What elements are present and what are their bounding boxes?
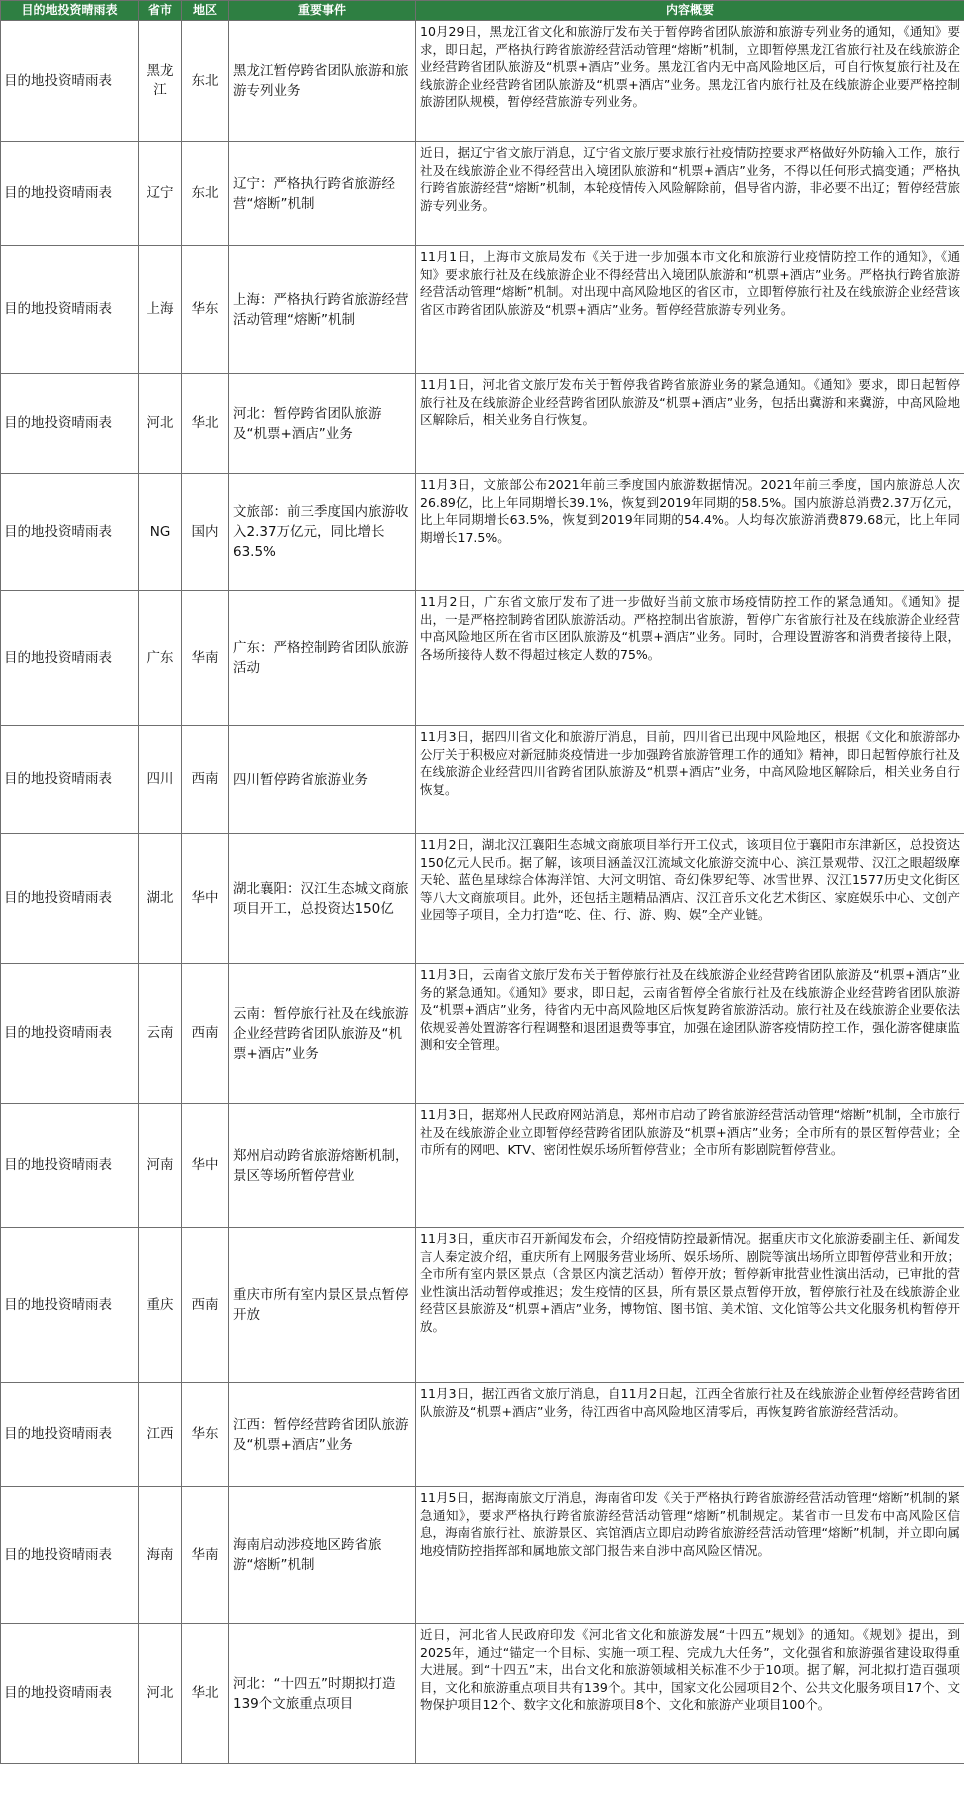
row-summary: 11月2日，湖北汉江襄阳生态城文商旅项目举行开工仪式，该项目位于襄阳市东津新区，总投资达150亿元人民币。据了解，该项目涵盖汉江流域文化旅游交流中心、滨江景观带、汉江之眼超级摩天轮、蓝色星球综合体海洋馆、大河文明馆、奇幻侏罗纪等、冰雪世界、汉江1577历史文化街区等八大文商旅项目。此外，还包括主题精品酒店、汉江音乐文化艺术街区、家庭娱乐中心、文创产业园等子项目，全力打造“吃、住、行、游、购、娱”全产业链。 — [416, 834, 964, 964]
table-row — [1, 1624, 964, 1764]
table-row — [1, 591, 964, 726]
row-province: 河南 — [139, 1104, 182, 1228]
row-region: 西南 — [182, 726, 229, 834]
row-category: 目的地投资晴雨表 — [1, 374, 139, 474]
table-row — [1, 1487, 964, 1624]
row-summary: 11月3日，据四川省文化和旅游厅消息，目前，四川省已出现中风险地区，根据《文化和旅游部办公厅关于积极应对新冠肺炎疫情进一步加强跨省旅游管理工作的通知》精神，即日起暂停旅行社及在线旅游企业经营四川省跨省团队旅游及“机票+酒店”业务，中高风险地区解除后，相关业务自行恢复。 — [416, 726, 964, 834]
table-row — [1, 834, 964, 964]
table-row — [1, 21, 964, 142]
row-region: 华北 — [182, 374, 229, 474]
row-event: 河北：“十四五”时期拟打造139个文旅重点项目 — [229, 1624, 416, 1764]
table-header-row — [1, 1, 964, 21]
row-province: 黑龙江 — [139, 21, 182, 142]
table-row — [1, 142, 964, 246]
row-category: 目的地投资晴雨表 — [1, 1383, 139, 1487]
row-category: 目的地投资晴雨表 — [1, 474, 139, 591]
header-province: 省市 — [139, 1, 182, 21]
row-province: 云南 — [139, 964, 182, 1104]
row-category: 目的地投资晴雨表 — [1, 964, 139, 1104]
row-event: 重庆市所有室内景区景点暂停开放 — [229, 1228, 416, 1383]
row-summary: 11月5日，据海南旅文厅消息，海南省印发《关于严格执行跨省旅游经营活动管理“熔断”机制的紧急通知》，要求严格执行跨省旅游经营活动管理“熔断”机制规定。某省市一旦发布中高风险区信息，海南省旅行社、旅游景区、宾馆酒店立即启动跨省旅游经营活动管理“熔断”机制，并立即向属地疫情防控指挥部和属地旅文部门报告来自涉中高风险区情况。 — [416, 1487, 964, 1624]
row-region: 西南 — [182, 1228, 229, 1383]
row-summary: 10月29日，黑龙江省文化和旅游厅发布关于暂停跨省团队旅游和旅游专列业务的通知，《通知》要求，即日起，严格执行跨省旅游经营活动管理“熔断”机制，立即暂停黑龙江省旅行社及在线旅游企业经营跨省团队旅游及“机票+酒店”业务。黑龙江省内无中高风险地区后，可自行恢复旅行社及在线旅游企业经营跨省团队旅游及“机票+酒店”业务。黑龙江省内旅行社及在线旅游企业要严格控制旅游团队规模，暂停经营旅游专列业务。 — [416, 21, 964, 142]
row-event: 四川暂停跨省旅游业务 — [229, 726, 416, 834]
row-category: 目的地投资晴雨表 — [1, 21, 139, 142]
row-category: 目的地投资晴雨表 — [1, 1228, 139, 1383]
row-event: 江西：暂停经营跨省团队旅游及“机票+酒店”业务 — [229, 1383, 416, 1487]
row-event: 河北：暂停跨省团队旅游及“机票+酒店”业务 — [229, 374, 416, 474]
row-region: 华北 — [182, 1624, 229, 1764]
row-region: 华东 — [182, 1383, 229, 1487]
row-event: 海南启动涉疫地区跨省旅游“熔断”机制 — [229, 1487, 416, 1624]
row-category: 目的地投资晴雨表 — [1, 1104, 139, 1228]
table-row — [1, 726, 964, 834]
header-region: 地区 — [182, 1, 229, 21]
row-event: 上海：严格执行跨省旅游经营活动管理“熔断”机制 — [229, 246, 416, 374]
table-row — [1, 1228, 964, 1383]
row-category: 目的地投资晴雨表 — [1, 726, 139, 834]
row-region: 西南 — [182, 964, 229, 1104]
row-region: 华中 — [182, 834, 229, 964]
row-summary: 11月3日，云南省文旅厅发布关于暂停旅行社及在线旅游企业经营跨省团队旅游及“机票+酒店”业务的紧急通知。《通知》要求，即日起，云南省暂停全省旅行社及在线旅游企业经营跨省团队旅游及“机票+酒店”业务，待省内无中高风险地区后恢复跨省旅游活动。旅行社及在线旅游企业要依法依规妥善处置游客行程调整和退团退费等事宜，加强在途团队游客疫情防控工作，强化游客健康监测和安全管理。 — [416, 964, 964, 1104]
header-event: 重要事件 — [229, 1, 416, 21]
row-province: 重庆 — [139, 1228, 182, 1383]
row-region: 国内 — [182, 474, 229, 591]
row-event: 湖北襄阳：汉江生态城文商旅项目开工，总投资达150亿 — [229, 834, 416, 964]
row-province: 辽宁 — [139, 142, 182, 246]
row-event: 文旅部：前三季度国内旅游收入2.37万亿元，同比增长63.5% — [229, 474, 416, 591]
row-category: 目的地投资晴雨表 — [1, 142, 139, 246]
row-region: 华南 — [182, 591, 229, 726]
table-row — [1, 1104, 964, 1228]
row-region: 东北 — [182, 21, 229, 142]
row-category: 目的地投资晴雨表 — [1, 1487, 139, 1624]
header-category: 目的地投资晴雨表 — [1, 1, 139, 21]
row-category: 目的地投资晴雨表 — [1, 246, 139, 374]
row-summary: 11月3日，文旅部公布2021年前三季度国内旅游数据情况。2021年前三季度，国内旅游总人次26.89亿，比上年同期增长39.1%，恢复到2019年同期的58.5%。国内旅游总消费2.37万亿元，比上年同期增长63.5%，恢复到2019年同期的54.4%。人均每次旅游消费879.68元，比上年同期增长17.5%。 — [416, 474, 964, 591]
table-row — [1, 964, 964, 1104]
row-province: 广东 — [139, 591, 182, 726]
row-region: 华东 — [182, 246, 229, 374]
row-event: 广东：严格控制跨省团队旅游活动 — [229, 591, 416, 726]
row-summary: 11月2日，广东省文旅厅发布了进一步做好当前文旅市场疫情防控工作的紧急通知。《通知》提出，一是严格控制跨省团队旅游活动。严格控制出省旅游，暂停广东省旅行社及在线旅游企业经营中高风险地区所在省市区团队旅游及“机票+酒店”业务。同时，合理设置游客和消费者接待上限，各场所接待人数不得超过核定人数的75%。 — [416, 591, 964, 726]
table-row — [1, 374, 964, 474]
row-summary: 11月1日，河北省文旅厅发布关于暂停我省跨省旅游业务的紧急通知。《通知》要求，即日起暂停旅行社及在线旅游企业经营跨省团队旅游及“机票+酒店”业务，包括出冀游和来冀游，中高风险地区解除后，相关业务自行恢复。 — [416, 374, 964, 474]
row-event: 郑州启动跨省旅游熔断机制，景区等场所暂停营业 — [229, 1104, 416, 1228]
row-province: 江西 — [139, 1383, 182, 1487]
row-summary: 11月1日，上海市文旅局发布《关于进一步加强本市文化和旅游行业疫情防控工作的通知》，《通知》要求旅行社及在线旅游企业不得经营出入境团队旅游和“机票+酒店”业务。严格执行跨省旅游经营活动管理“熔断”机制。对出现中高风险地区的省区市，立即暂停旅行社及在线旅游企业经营该省区市跨省团队旅游及“机票+酒店”业务。暂停经营旅游专列业务。 — [416, 246, 964, 374]
row-summary: 11月3日，重庆市召开新闻发布会，介绍疫情防控最新情况。据重庆市文化旅游委副主任、新闻发言人秦定波介绍，重庆所有上网服务营业场所、娱乐场所、剧院等演出场所立即暂停营业和开放；全市所有室内景区景点（含景区内演艺活动）暂停开放；暂停新审批营业性演出活动，已审批的营业性演出活动暂停或推迟；发生疫情的区县，所有景区景点暂停开放，暂停旅行社及在线旅游企业经营区县旅游及“机票+酒店”业务，博物馆、图书馆、美术馆、文化馆等公共文化服务机构暂停开放。 — [416, 1228, 964, 1383]
row-summary: 近日，河北省人民政府印发《河北省文化和旅游发展“十四五”规划》的通知。《规划》提出，到2025年，通过“锚定一个目标、实施一项工程、完成九大任务”，文化强省和旅游强省建设取得重大进展。到“十四五”末，出台文化和旅游领域相关标准不少于10项。据了解，河北拟打造百强项目，文化和旅游重点项目共有139个。其中，国家文化公园项目2个、公共文化服务项目17个、文物保护项目12个、数字文化和旅游项目8个、文化和旅游产业项目100个。 — [416, 1624, 964, 1764]
table-row — [1, 246, 964, 374]
row-region: 华南 — [182, 1487, 229, 1624]
row-event: 辽宁：严格执行跨省旅游经营“熔断”机制 — [229, 142, 416, 246]
row-summary: 11月3日，据江西省文旅厅消息，自11月2日起，江西全省旅行社及在线旅游企业暂停经营跨省团队旅游及“机票+酒店”业务，待江西省中高风险地区清零后，再恢复跨省旅游经营活动。 — [416, 1383, 964, 1487]
row-province: 河北 — [139, 1624, 182, 1764]
row-province: 四川 — [139, 726, 182, 834]
row-category: 目的地投资晴雨表 — [1, 834, 139, 964]
row-province: 湖北 — [139, 834, 182, 964]
table-row — [1, 1383, 964, 1487]
row-region: 华中 — [182, 1104, 229, 1228]
row-summary: 近日，据辽宁省文旅厅消息，辽宁省文旅厅要求旅行社疫情防控要求严格做好外防输入工作，旅行社及在线旅游企业不得经营出入境团队旅游和“机票+酒店”业务，不得以任何形式搞变通；严格执行跨省旅游经营“熔断”机制，本轮疫情传入风险解除前，倡导省内游，非必要不出辽；暂停经营旅游专列业务。 — [416, 142, 964, 246]
row-summary: 11月3日，据郑州人民政府网站消息，郑州市启动了跨省旅游经营活动管理“熔断”机制，全市旅行社及在线旅游企业立即暂停经营跨省团队旅游及“机票+酒店”业务；全市所有的景区暂停营业；全市所有的网吧、KTV、密闭性娱乐场所暂停营业；全市所有影剧院暂停营业。 — [416, 1104, 964, 1228]
row-event: 云南：暂停旅行社及在线旅游企业经营跨省团队旅游及“机票+酒店”业务 — [229, 964, 416, 1104]
row-region: 东北 — [182, 142, 229, 246]
row-province: 河北 — [139, 374, 182, 474]
row-province: 海南 — [139, 1487, 182, 1624]
row-province: NG — [139, 474, 182, 591]
table-row — [1, 474, 964, 591]
row-category: 目的地投资晴雨表 — [1, 1624, 139, 1764]
row-province: 上海 — [139, 246, 182, 374]
row-event: 黑龙江暂停跨省团队旅游和旅游专列业务 — [229, 21, 416, 142]
header-summary: 内容概要 — [416, 1, 964, 21]
row-category: 目的地投资晴雨表 — [1, 591, 139, 726]
